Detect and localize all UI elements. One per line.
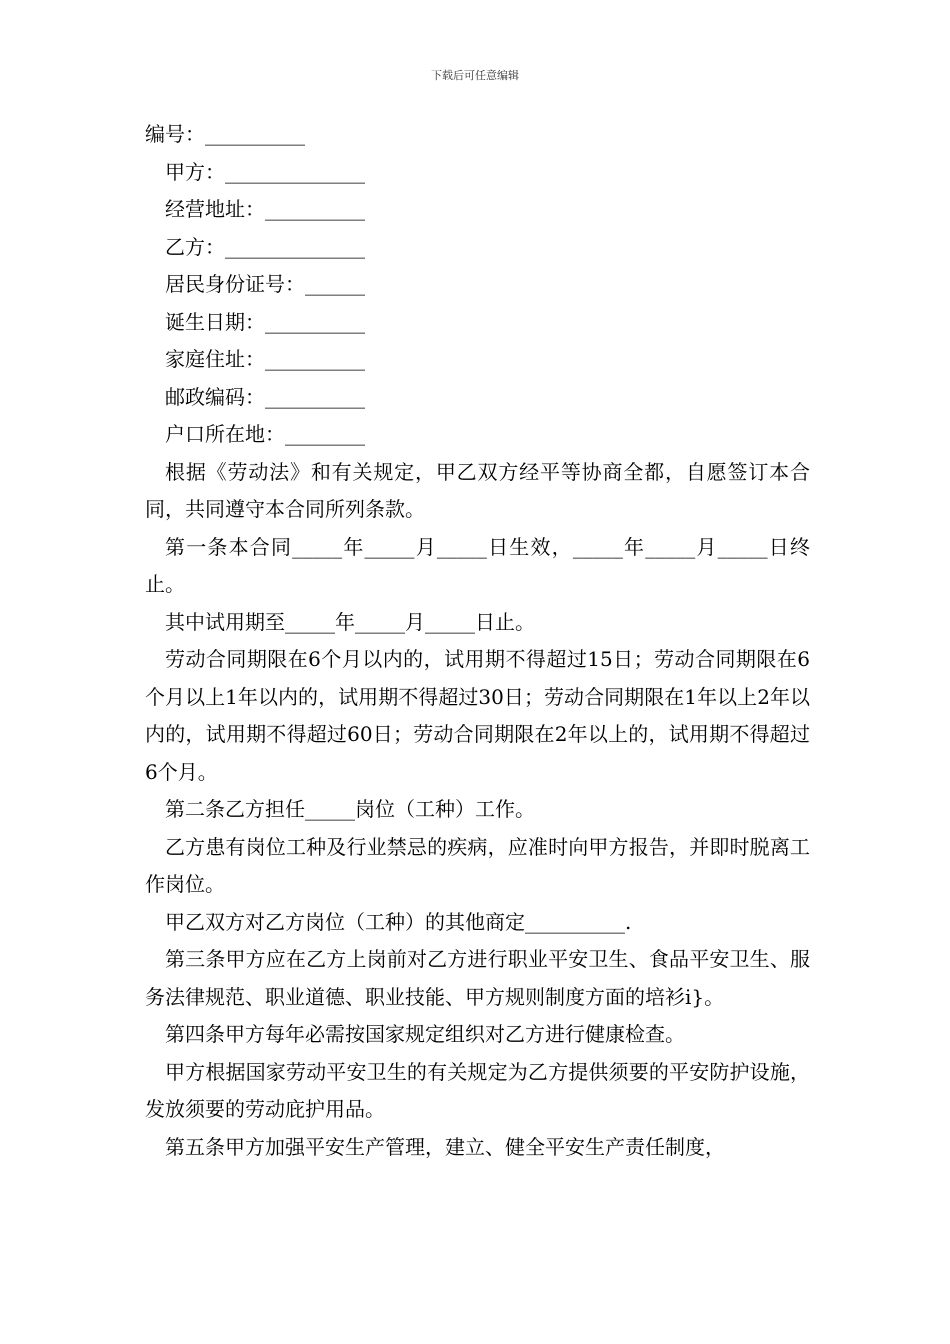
contract-fields [145, 116, 810, 454]
birth-date-field[interactable]: 诞生日期：__________ [165, 309, 365, 334]
party-a-field[interactable]: 甲方：______________ [165, 159, 365, 184]
article-4-paragraph: 第四条甲方每年必需按国家规定组织对乙方进行健康检查。 [165, 1022, 685, 1046]
party-b-field[interactable]: 乙方：______________ [165, 234, 365, 259]
safety-equipment-paragraph: 甲方根据国家劳动平安卫生的有关规定为乙方提供须要的平安防护设施，发放须要的劳动庇护用品。 [145, 1059, 810, 1121]
document-body [145, 116, 810, 1166]
disease-report-paragraph: 乙方患有岗位工种及行业禁忌的疾病，应准时向甲方报告，并即时脱离工作岗位。 [145, 834, 810, 896]
home-address-field[interactable]: 家庭住址：__________ [165, 347, 365, 371]
business-address-field[interactable]: 经营地址：__________ [165, 197, 365, 221]
article-2-paragraph: 第二条乙方担任_____岗位（工种）工作。 [165, 797, 535, 821]
contract-clauses [145, 454, 810, 1167]
postal-code-field[interactable]: 邮政编码：__________ [165, 384, 365, 409]
other-agreement-paragraph: 甲乙双方对乙方岗位（工种）的其他商定__________. [165, 909, 632, 934]
id-number-field[interactable]: 居民身份证号：______ [165, 272, 365, 296]
article-5-paragraph: 第五条甲方加强平安生产管理，建立、健全平安生产责任制度， [165, 1134, 725, 1159]
page-header: 下载后可任意编辑 [431, 69, 519, 82]
intro-paragraph: 根据《劳动法》和有关规定，甲乙双方经平等协商全都，自愿签订本合同，共同遵守本合同所列条款。 [145, 459, 810, 521]
article-1-paragraph: 第一条本合同_____年_____月_____日生效，_____年_____月_____日终止。 [145, 534, 810, 596]
household-registration-field[interactable]: 户口所在地：________ [165, 422, 365, 446]
probation-terms-paragraph: 劳动合同期限在6个月以内的，试用期不得超过15日；劳动合同期限在6个月以上1年以内的，试用期不得超过30日；劳动合同期限在1年以上2年以内的，试用期不得超过60日；劳动合同期限在2年以上的，试用期不得超过6个月。 [145, 647, 810, 784]
article-3-paragraph: 第三条甲方应在乙方上岗前对乙方进行职业平安卫生、食品平安卫生、服务法律规范、职业道德、职业技能、甲方规则制度方面的培衫i}。 [145, 947, 810, 1009]
probation-paragraph: 其中试用期至_____年_____月_____日止。 [165, 609, 535, 634]
contract-number-field[interactable]: 编号：__________ [145, 122, 305, 146]
